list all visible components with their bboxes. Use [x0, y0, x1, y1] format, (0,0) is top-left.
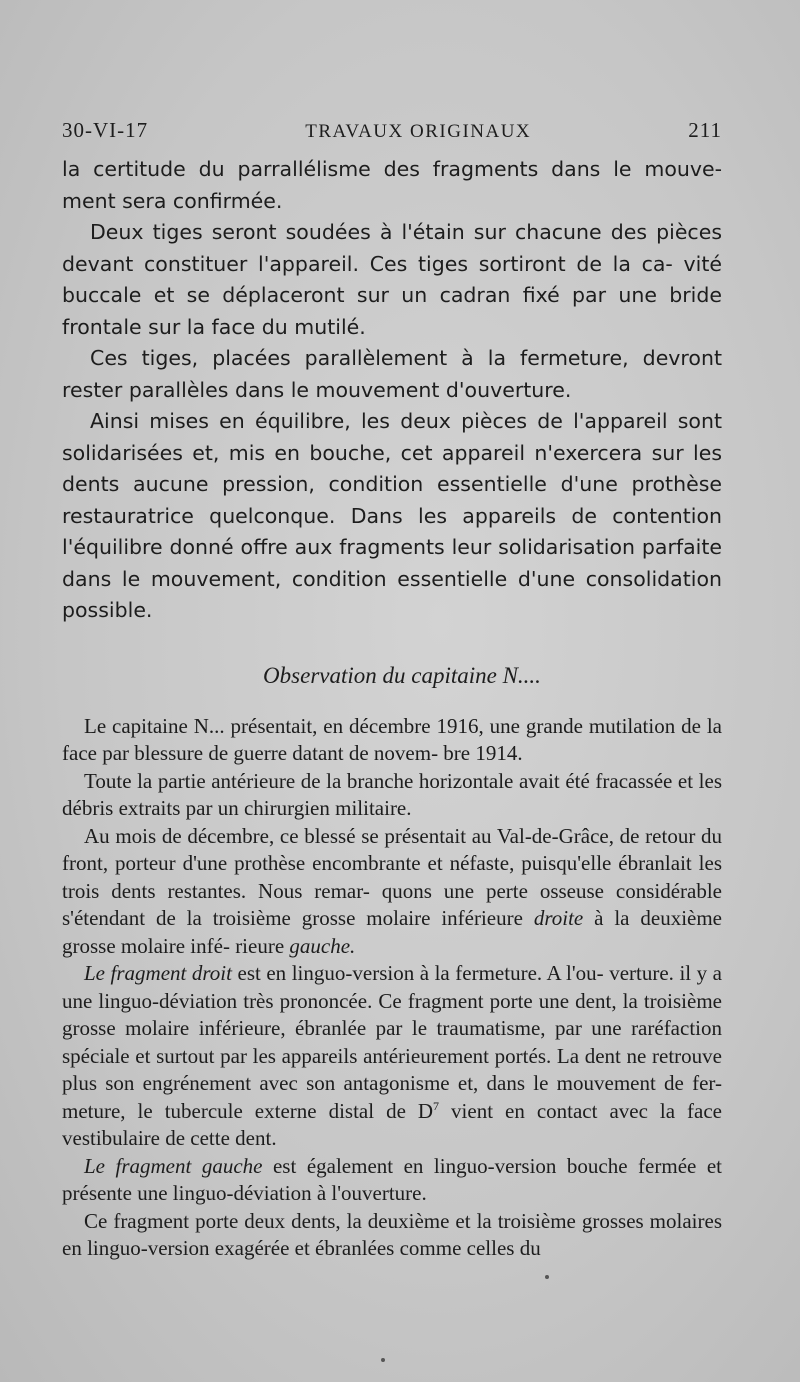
header-date: 30-VI-17	[62, 118, 149, 142]
paper-speck	[381, 1358, 385, 1362]
page-number: 211	[688, 118, 722, 142]
paragraph: Ce fragment porte deux dents, la deuxième et la troisième grosses molaires en linguo-version exagérée et ébranlées comme celles du	[62, 1208, 722, 1260]
body-section-appareil	[62, 154, 722, 627]
paragraph	[62, 960, 722, 1153]
observation-heading: Observation du capitaine N....	[263, 662, 541, 688]
italic-term: Le fragment gauche	[84, 1153, 263, 1178]
body-section-observation	[62, 713, 722, 1263]
superscript: 7	[433, 1098, 440, 1113]
paragraph: Ces tiges, placées parallèlement à la fermeture, devront rester parallèles dans le mouvement d'ouverture.	[62, 346, 722, 402]
paragraph: Ainsi mises en équilibre, les deux pièces de l'appareil sont solidarisées et, mis en bouche, cet appareil n'exercera sur les dents aucune pression, condition essentielle d'une prothèse restauratrice quelconque. Dans les appareils de contention l'équilibre donné offre aux fragments leur solidarisation parfaite dans le mouvement, condition essentielle d'une consolidation possible.	[62, 409, 722, 622]
paragraph: Toute la partie antérieure de la branche horizontale avait été fracassée et les débris extraits par un chirurgien militaire.	[62, 768, 722, 820]
italic-term: Le fragment droit	[84, 961, 232, 985]
italic-term: gauche.	[289, 933, 356, 958]
paragraph	[62, 823, 722, 961]
italic-term: droite	[533, 906, 584, 930]
paragraph: la certitude du parrallélisme des fragments dans le mouve- ment sera confirmée.	[62, 157, 722, 213]
running-head	[62, 118, 722, 152]
text-run: à la deuxième grosse molaire infé- rieure	[62, 906, 723, 958]
document-page	[62, 118, 722, 1263]
paragraph: Le capitaine N... présentait, en décembre 1916, une grande mutilation de la face par blessure de guerre datant de novem- bre 1914.	[62, 713, 722, 765]
header-title: TRAVAUX ORIGINAUX	[305, 121, 532, 142]
paper-speck	[545, 1275, 549, 1279]
text-run: est en linguo-version à la fermeture. A l'ou- verture. il y a une linguo-déviation très prononcée. Ce fragment porte une dent, la troisième grosse molaire inférieure, ébranlée par le traumatisme, par une raréfaction spéciale et surtout par les appareils antérieurement portés. La dent ne retrouve plus son engrénement avec son antagonisme et, dans le mouvement de fer- meture, le tubercule externe distal de D	[62, 961, 723, 1123]
text-run: est également en linguo-version bouche fermée et présente une linguo-déviation à l'ouverture.	[62, 1153, 722, 1205]
paragraph	[62, 1153, 722, 1208]
text-run: vient en contact avec la face vestibulaire de cette dent.	[62, 1098, 722, 1150]
paragraph: Deux tiges seront soudées à l'étain sur chacune des pièces devant constituer l'appareil. Ces tiges sortiront de la ca- vité buccale et se déplaceront sur un cadran fixé par une bride frontale sur la face du mutilé.	[62, 220, 722, 339]
text-run: Au mois de décembre, ce blessé se présentait au Val-de-Grâce, de retour du front, porteur d'une prothèse encombrante et néfaste, puisqu'elle ébranlait les trois dents restantes. Nous remar- quons une perte osseuse considérable s'étendant de la troisième grosse molaire inférieure	[62, 823, 722, 930]
